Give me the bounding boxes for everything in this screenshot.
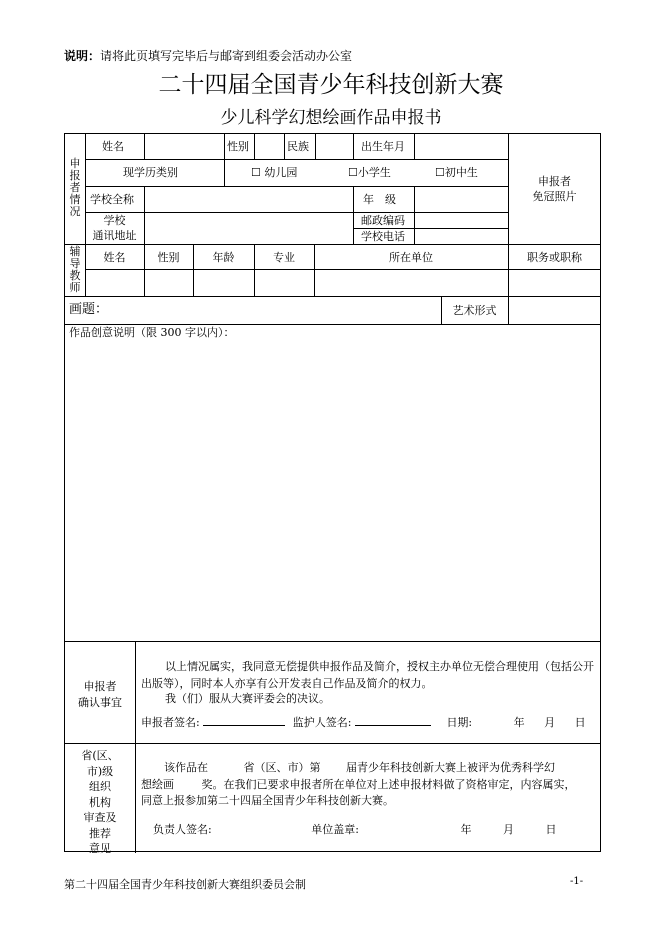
work-title-field[interactable] (115, 297, 441, 323)
row-line (65, 743, 601, 744)
col-line (353, 186, 354, 244)
review-day: 日 (545, 823, 557, 836)
applicant-sign-label: 申报者签名: (141, 716, 200, 729)
school-field[interactable] (145, 187, 353, 211)
primary-checkbox[interactable]: ☐小学生 (348, 166, 391, 179)
page-number: -1- (570, 876, 584, 887)
confirm-day: 日 (574, 716, 586, 729)
responsible-sign-label: 负责人签名: (153, 823, 212, 836)
tutor-age-field[interactable] (194, 270, 254, 295)
document-title: 二十四届全国青少年科技创新大赛 (158, 72, 504, 98)
review-text-a3: 届青少年科技创新大赛上被评为优秀科学幻 (346, 761, 555, 774)
photo-label-line1: 申报者 (538, 175, 571, 188)
birth-field[interactable] (415, 135, 508, 158)
section-char: 报 (69, 169, 81, 182)
footer-organizer: 第二十四届全国青少年科技创新大赛组织委员会制 (64, 878, 306, 891)
applicant-signature-row (141, 714, 586, 729)
section-char: 师 (69, 281, 81, 294)
review-month: 月 (502, 823, 514, 836)
art-form-field[interactable] (509, 297, 601, 323)
note-text: 请将此页填写完毕后与邮寄到组委会活动办公室 (100, 49, 353, 63)
confirm-year: 年 (513, 716, 525, 729)
section-char: 者 (69, 181, 81, 194)
guardian-sign-label: 监护人签名: (292, 716, 352, 729)
unit-seal-label: 单位盖章: (311, 823, 359, 836)
name-label: 姓名 (102, 140, 124, 153)
birth-label: 出生年月 (361, 140, 405, 153)
tutor-major-header: 专业 (273, 251, 295, 264)
name-field[interactable] (145, 135, 224, 158)
review-label-line: 审查及 (83, 811, 117, 824)
guardian-signature-field[interactable] (355, 714, 431, 726)
tutor-name-field[interactable] (86, 270, 144, 295)
school-phone-field[interactable] (415, 229, 508, 244)
confirm-date-label: 日期: (446, 716, 473, 729)
gender-field[interactable] (255, 135, 284, 158)
confirm-text: 以上情况属实，我同意无偿提供申报作品及简介，授权主办单位无偿合理使用（包括公开出版等），同时本人亦享有公开发表自己作品及简介的权力。 (141, 660, 594, 690)
confirm-label-line1: 申报者 (83, 680, 117, 693)
review-text-a2: 省（区、市）第 (243, 761, 321, 774)
confirm-month: 月 (544, 716, 556, 729)
col-line (353, 134, 354, 159)
review-line-a (164, 761, 555, 774)
review-text-b2: 奖。在我们已要求申报者所在单位对上述申报材料做了资格审定，内容属实， (201, 778, 576, 791)
school-label: 学校全称 (90, 193, 134, 206)
work-title-label: 画题： (69, 302, 109, 317)
postcode-label: 邮政编码 (361, 214, 405, 227)
section-char: 情 (69, 193, 81, 206)
review-label-line: 机构 (89, 795, 111, 809)
address-label-line1: 学校 (103, 214, 126, 227)
review-label-line: 意见 (89, 842, 111, 855)
row-line (65, 324, 601, 325)
confirm-label-line2: 确认事宜 (78, 696, 122, 709)
col-line (508, 134, 509, 244)
address-field[interactable] (145, 213, 353, 243)
tutor-gender-header: 性别 (157, 251, 180, 264)
ethnicity-field[interactable] (316, 135, 353, 158)
review-label-line: 推荐 (89, 826, 111, 840)
tutor-section-label (68, 246, 82, 294)
tutor-age-header: 年龄 (212, 251, 235, 264)
art-form-label: 艺术形式 (452, 304, 497, 317)
applicant-section-label (68, 158, 82, 218)
review-label-line: 市)级 (86, 764, 114, 778)
section-char: 导 (69, 257, 81, 270)
row-line (65, 641, 601, 642)
tutor-unit-field[interactable] (315, 270, 508, 295)
application-form (64, 133, 601, 855)
instruction-note (64, 47, 352, 64)
review-year: 年 (460, 823, 472, 836)
grade-label: 年 级 (363, 193, 396, 206)
ethnicity-label: 民族 (287, 140, 309, 153)
section-char: 辅 (69, 245, 81, 258)
description-label: 作品创意说明（限 300 字以内）： (69, 326, 235, 339)
review-text-a1: 该作品在 (164, 761, 208, 774)
section-char: 教 (69, 269, 81, 282)
row-line (65, 244, 601, 245)
col-line (284, 134, 285, 159)
edu-label: 现学历类别 (123, 166, 178, 179)
review-text-b1: 想绘画 (141, 778, 174, 791)
confirm-paragraph (141, 658, 597, 692)
col-line (135, 641, 136, 853)
address-label-line2: 通讯地址 (92, 229, 137, 242)
col-line (224, 134, 225, 186)
tutor-major-field[interactable] (255, 270, 314, 295)
photo-label-line2: 免冠照片 (532, 190, 577, 203)
tutor-name-header: 姓名 (103, 251, 126, 264)
review-line-b (141, 778, 576, 791)
gender-label: 性别 (227, 140, 249, 153)
tutor-unit-header: 所在单位 (389, 251, 433, 264)
applicant-signature-field[interactable] (203, 714, 285, 726)
review-label-line: 省(区、 (81, 749, 119, 762)
row-line (85, 159, 508, 160)
school-phone-label: 学校电话 (361, 230, 405, 243)
review-label-line: 组织 (89, 780, 111, 793)
document-subtitle: 少儿科学幻想绘画作品申报书 (220, 108, 442, 128)
tutor-title-header: 职务或职称 (527, 251, 582, 264)
junior-checkbox[interactable]: ☐初中生 (435, 166, 478, 179)
postcode-field[interactable] (415, 213, 508, 228)
confirm-agreement: 我（们）服从大赛评委会的决议。 (165, 692, 330, 705)
grade-field[interactable] (415, 187, 508, 211)
section-char: 申 (69, 157, 81, 170)
tutor-gender-field[interactable] (145, 270, 193, 295)
review-signature-row (153, 823, 556, 836)
kindergarten-checkbox[interactable]: ☐ 幼儿园 (251, 166, 298, 179)
section-char: 况 (69, 205, 81, 218)
review-label (65, 748, 135, 857)
note-label: 说明： (64, 49, 101, 63)
tutor-title-field[interactable] (509, 270, 601, 295)
review-text-c: 同意上报参加第二十四届全国青少年科技创新大赛。 (141, 794, 394, 807)
description-textarea[interactable] (69, 342, 597, 637)
